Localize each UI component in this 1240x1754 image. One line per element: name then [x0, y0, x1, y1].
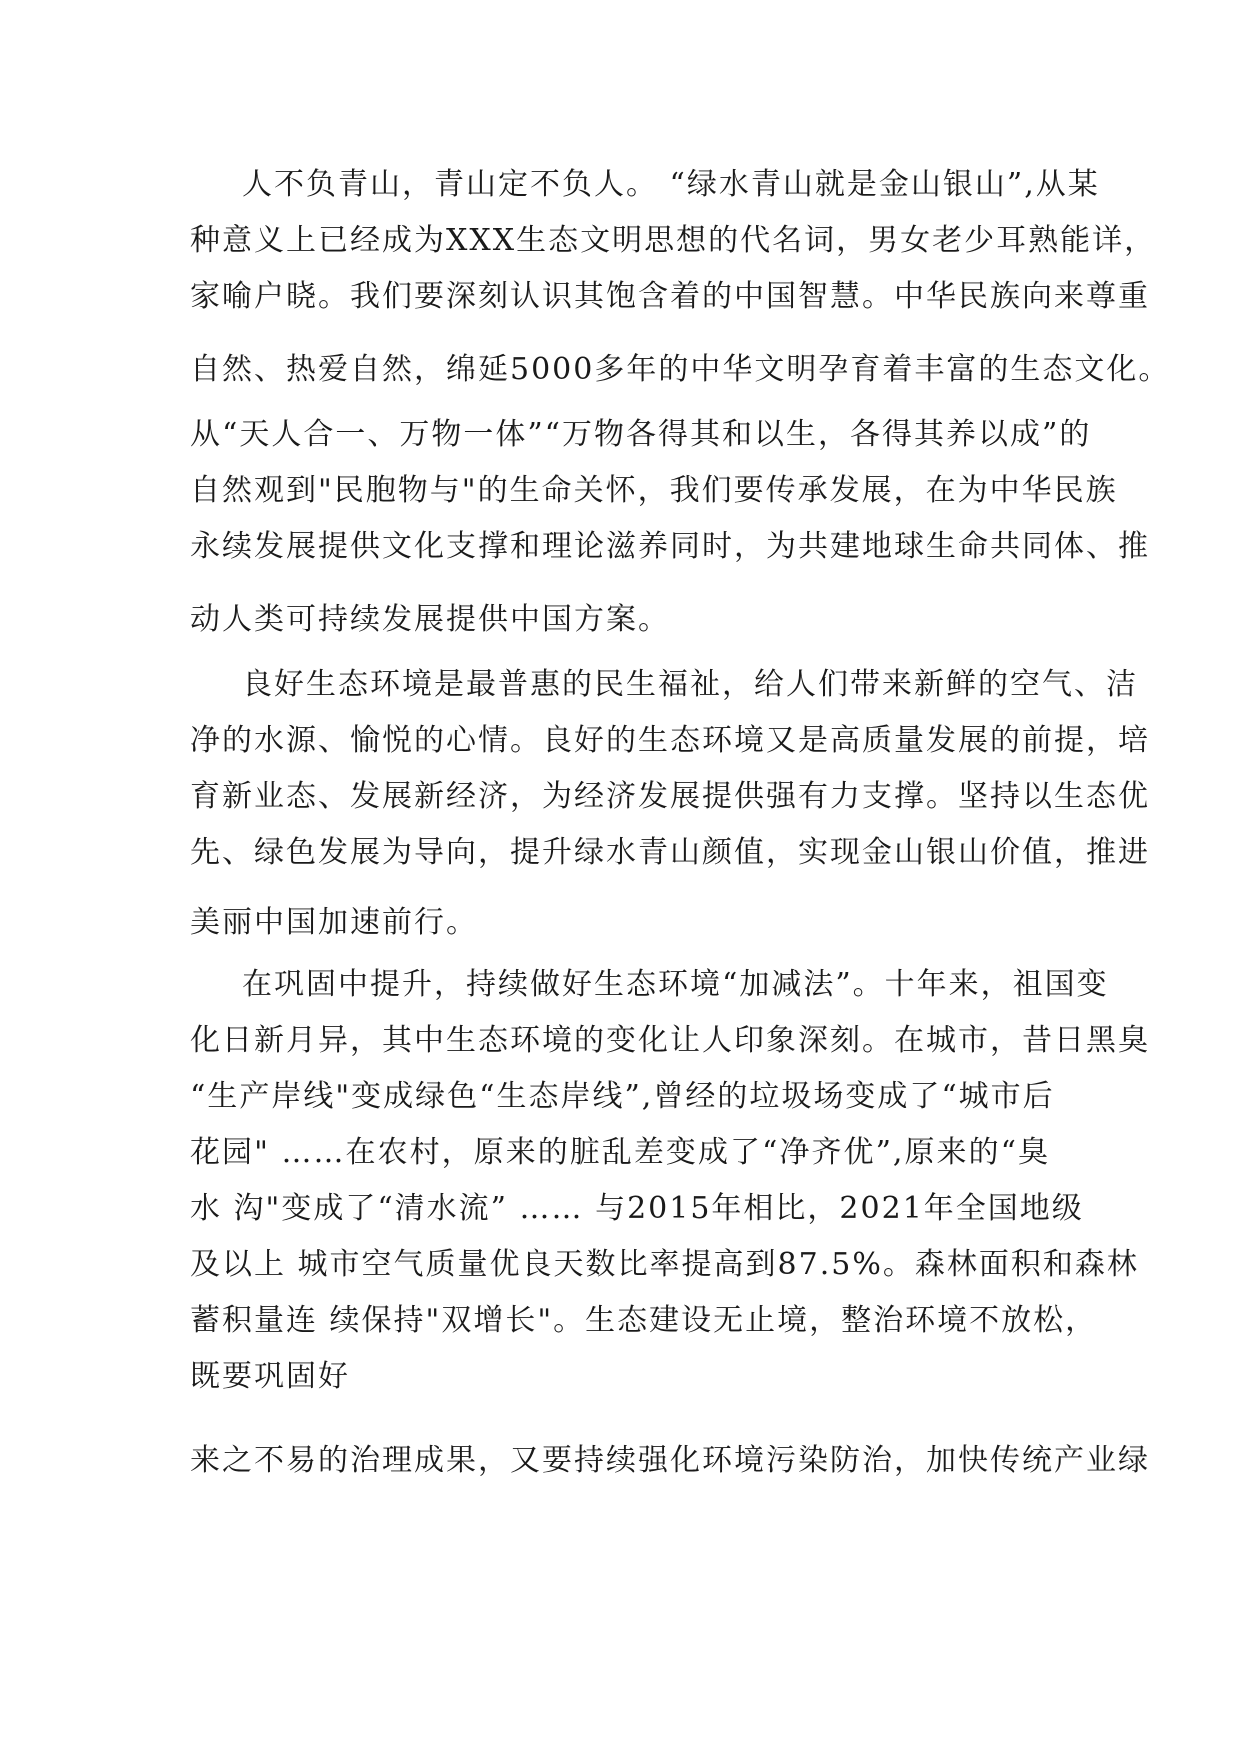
paragraph-line: 美丽中国加速前行。 — [190, 905, 478, 940]
paragraph-line: 从“天人合一、万物一体”“万物各得其和以生，各得其养以成”的 — [190, 417, 1092, 452]
paragraph-line: 育新业态、发展新经济，为经济发展提供强有力支撑。坚持以生态优 — [190, 779, 1150, 814]
paragraph-line: 既要巩固好 — [190, 1359, 350, 1394]
paragraph-line: 净的水源、愉悦的心情。良好的生态环境又是高质量发展的前提，培 — [190, 723, 1150, 758]
paragraph-line: “生产岸线"变成绿色“生态岸线”,曾经的垃圾场变成了“城市后 — [190, 1079, 1055, 1114]
paragraph-line: 人不负青山，青山定不负人。 “绿水青山就是金山银山”,从某 — [242, 167, 1100, 202]
paragraph-line: 动人类可持续发展提供中国方案。 — [190, 602, 670, 637]
paragraph-line: 化日新月异，其中生态环境的变化让人印象深刻。在城市，昔日黑臭 — [190, 1023, 1150, 1058]
paragraph-line: 家喻户晓。我们要深刻认识其饱含着的中国智慧。中华民族向来尊重 — [190, 279, 1150, 314]
paragraph-line: 水 沟"变成了“清水流” …… 与2015年相比，2021年全国地级 — [190, 1191, 1084, 1226]
paragraph-line: 来之不易的治理成果，又要持续强化环境污染防治，加快传统产业绿 — [190, 1443, 1150, 1478]
paragraph-line: 及以上 城市空气质量优良天数比率提高到87.5%。森林面积和森林 — [190, 1247, 1139, 1282]
paragraph-line: 永续发展提供文化支撑和理论滋养同时，为共建地球生命共同体、推 — [190, 529, 1150, 564]
paragraph-line: 花园" ……在农村，原来的脏乱差变成了“净齐优”,原来的“臭 — [190, 1135, 1050, 1170]
paragraph-line: 蓄积量连 续保持"双增长"。生态建设无止境，整治环境不放松， — [190, 1303, 1098, 1338]
paragraph-line: 种意义上已经成为XXX生态文明思想的代名词，男女老少耳熟能详， — [190, 223, 1157, 258]
paragraph-line: 自然观到"民胞物与"的生命关怀，我们要传承发展，在为中华民族 — [190, 473, 1118, 508]
paragraph-line: 良好生态环境是最普惠的民生福祉，给人们带来新鲜的空气、洁 — [242, 667, 1138, 702]
paragraph-line: 在巩固中提升，持续做好生态环境“加减法”。十年来，祖国变 — [242, 967, 1109, 1002]
paragraph-line: 先、绿色发展为导向，提升绿水青山颜值，实现金山银山价值，推进 — [190, 835, 1150, 870]
paragraph-line: 自然、热爱自然，绵延5000多年的中华文明孕育着丰富的生态文化。 — [190, 352, 1171, 387]
